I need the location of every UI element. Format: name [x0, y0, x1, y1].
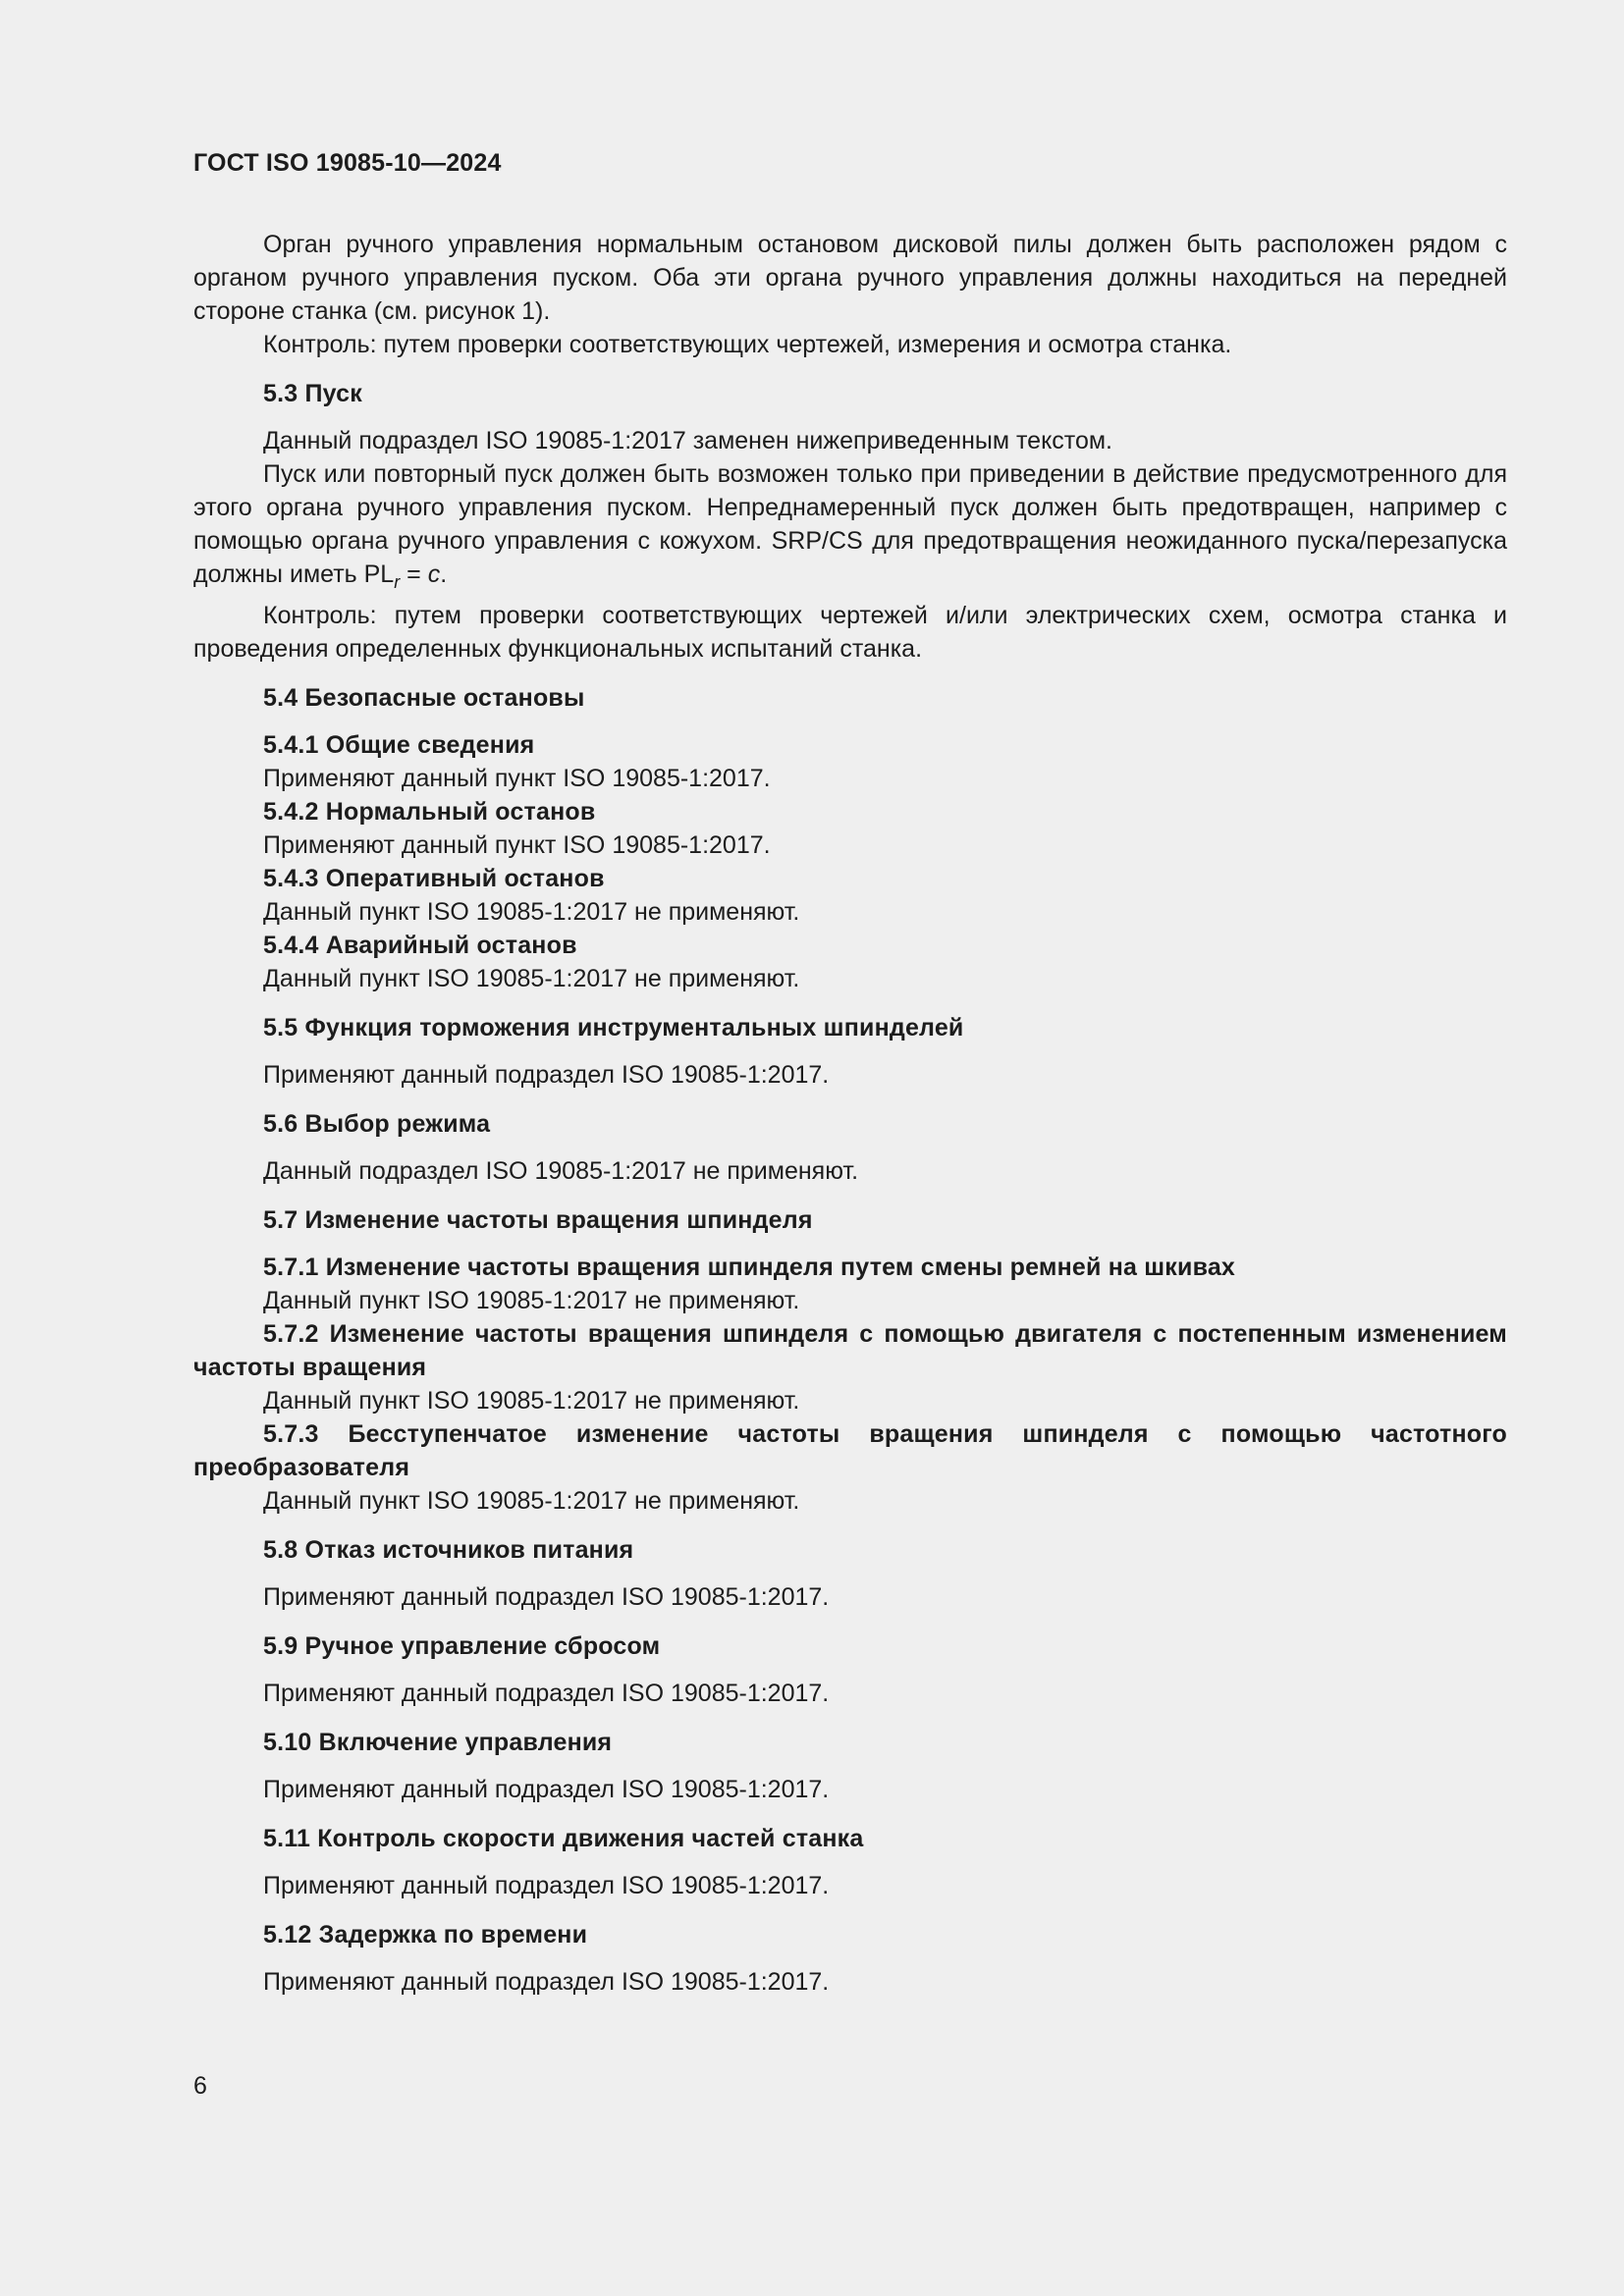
section-heading-5-11: 5.11 Контроль скорости движения частей станка — [263, 1825, 864, 1852]
section-text-5-10: Применяют данный подраздел ISO 19085-1:2017. — [263, 1776, 830, 1803]
subsection-heading-5-7-3: 5.7.3 Бесступенчатое изменение частоты вращения шпинделя с помощью частотного преобразователя — [193, 1420, 1507, 1481]
subsection-heading-5-7-1: 5.7.1 Изменение частоты вращения шпинделя путем смены ремней на шкивах — [263, 1254, 1236, 1281]
section-heading-5-10: 5.10 Включение управления — [263, 1729, 613, 1756]
section-heading-5-3: 5.3 Пуск — [263, 380, 362, 407]
document-header: ГОСТ ISO 19085-10—2024 — [193, 149, 502, 177]
intro-paragraph-2: Контроль: путем проверки соответствующих чертежей, измерения и осмотра станка. — [263, 331, 1232, 358]
section-text-5-8: Применяют данный подраздел ISO 19085-1:2017. — [263, 1583, 830, 1611]
section-text-5-6: Данный подраздел ISO 19085-1:2017 не применяют. — [263, 1157, 859, 1185]
subsection-text-5-7-2: Данный пункт ISO 19085-1:2017 не применяют. — [263, 1387, 800, 1415]
subsection-text-5-4-1: Применяют данный пункт ISO 19085-1:2017. — [263, 765, 771, 792]
section-text-5-11: Применяют данный подраздел ISO 19085-1:2017. — [263, 1872, 830, 1899]
section-text-5-12: Применяют данный подраздел ISO 19085-1:2017. — [263, 1968, 830, 1996]
pl-equals: = — [400, 561, 428, 588]
subsection-text-5-4-4: Данный пункт ISO 19085-1:2017 не применяют. — [263, 965, 800, 992]
section-text-5-5: Применяют данный подраздел ISO 19085-1:2017. — [263, 1061, 830, 1089]
section-heading-5-8: 5.8 Отказ источников питания — [263, 1536, 634, 1564]
section-heading-5-4: 5.4 Безопасные остановы — [263, 684, 585, 712]
section-heading-5-7: 5.7 Изменение частоты вращения шпинделя — [263, 1206, 813, 1234]
section-heading-5-5: 5.5 Функция торможения инструментальных шпинделей — [263, 1014, 964, 1041]
pl-subscript: r — [394, 572, 401, 592]
subsection-heading-5-4-4: 5.4.4 Аварийный останов — [263, 932, 577, 959]
subsection-heading-5-4-3: 5.4.3 Оперативный останов — [263, 865, 605, 892]
pl-value: c — [427, 561, 441, 588]
subsection-text-5-4-3: Данный пункт ISO 19085-1:2017 не применяют. — [263, 898, 800, 926]
pl-period: . — [440, 561, 448, 588]
section-heading-5-12: 5.12 Задержка по времени — [263, 1921, 588, 1949]
document-body — [193, 228, 1507, 1999]
subsection-text-5-7-1: Данный пункт ISO 19085-1:2017 не применяют. — [263, 1287, 800, 1314]
section-text-5-9: Применяют данный подраздел ISO 19085-1:2017. — [263, 1680, 830, 1707]
s5-3-paragraph-2-text: Пуск или повторный пуск должен быть возможен только при приведении в действие предусмотренного для этого органа ручного управления пуском. Непреднамеренный пуск должен быть предотвращен, например с помощью органа ручного управления с кожухом. SRP/CS для предотвращения неожиданного пуска/перезапуска должны иметь PL — [193, 460, 1507, 588]
subsection-heading-5-7-2: 5.7.2 Изменение частоты вращения шпинделя с помощью двигателя с постепенным изменением частоты вращения — [193, 1320, 1507, 1381]
section-heading-5-9: 5.9 Ручное управление сбросом — [263, 1632, 661, 1660]
s5-3-paragraph-2 — [193, 457, 1507, 599]
subsection-heading-5-4-2: 5.4.2 Нормальный останов — [263, 798, 596, 826]
intro-paragraph-1: Орган ручного управления нормальным остановом дисковой пилы должен быть расположен рядом с органом ручного управления пуском. Оба эти органа ручного управления должны находиться на передней стороне станка (см. рисунок 1). — [193, 231, 1507, 325]
subsection-text-5-4-2: Применяют данный пункт ISO 19085-1:2017. — [263, 831, 771, 859]
section-heading-5-6: 5.6 Выбор режима — [263, 1110, 491, 1138]
page-number: 6 — [193, 2072, 207, 2100]
s5-3-paragraph-1: Данный подраздел ISO 19085-1:2017 заменен нижеприведенным текстом. — [263, 427, 1112, 454]
s5-3-paragraph-3: Контроль: путем проверки соответствующих чертежей и/или электрических схем, осмотра станка и проведения определенных функциональных испытаний станка. — [193, 602, 1507, 663]
subsection-heading-5-4-1: 5.4.1 Общие сведения — [263, 731, 535, 759]
subsection-text-5-7-3: Данный пункт ISO 19085-1:2017 не применяют. — [263, 1487, 800, 1515]
